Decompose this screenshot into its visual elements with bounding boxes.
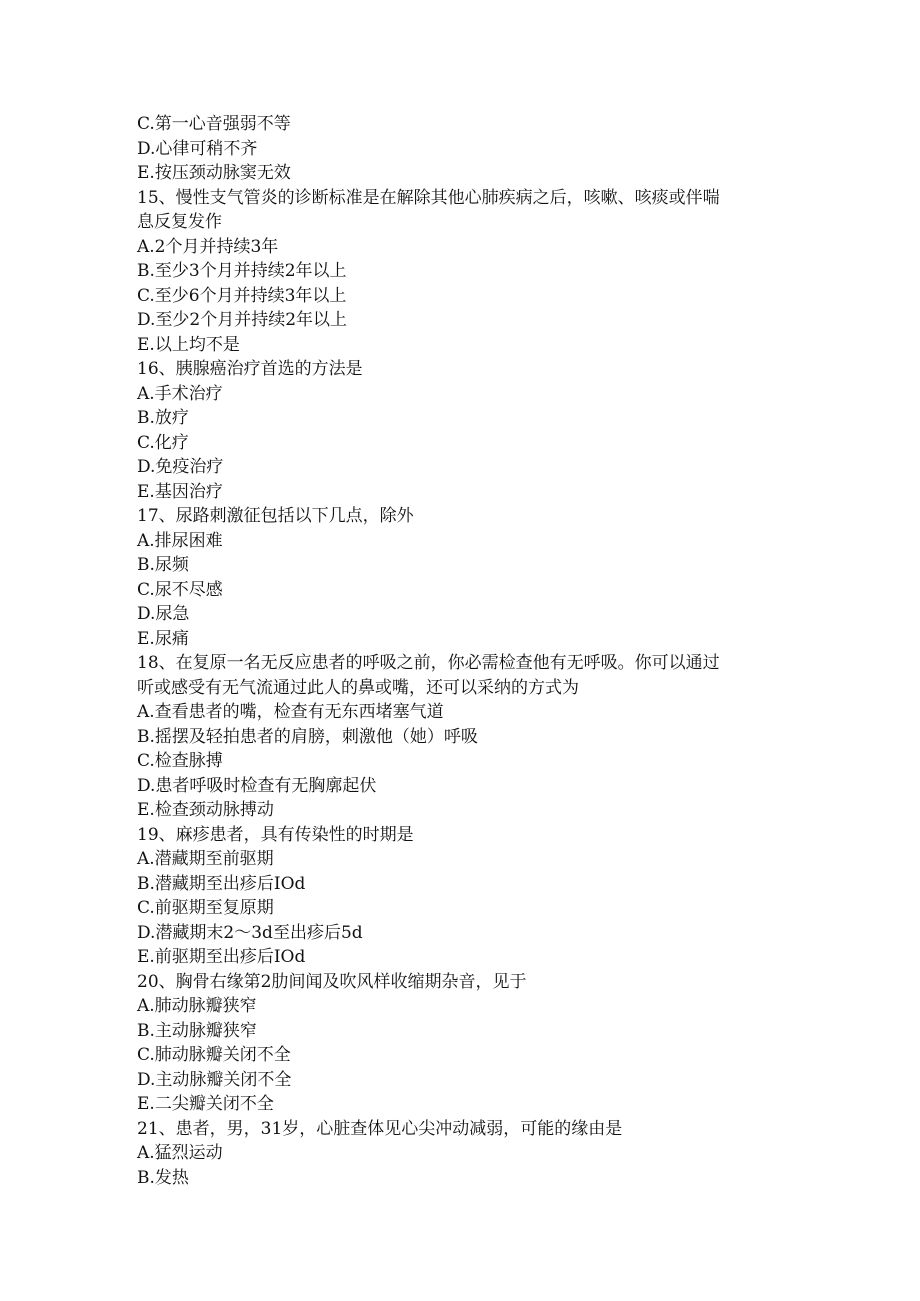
option-line: E.按压颈动脉窦无效 <box>137 163 291 183</box>
option-line: E.以上均不是 <box>137 334 240 355</box>
option-line: E.基因治疗 <box>137 481 223 502</box>
option-line: B.放疗 <box>137 408 189 428</box>
option-line: C.化疗 <box>137 432 189 453</box>
question-continuation-line: 息反复发作 <box>137 212 222 232</box>
option-line: A.潜藏期至前驱期 <box>137 849 274 869</box>
option-line: C.至少6个月并持续3年以上 <box>137 285 347 306</box>
option-line: E.尿痛 <box>137 628 189 649</box>
option-line: D.尿急 <box>137 604 190 624</box>
option-line: D.至少2个月并持续2年以上 <box>137 310 348 330</box>
option-line: B.发热 <box>137 1167 189 1188</box>
question-line: 15、慢性支气管炎的诊断标准是在解除其他心肺疾病之后，咳嗽、咳痰或伴喘 <box>137 187 720 208</box>
option-line: A.查看患者的嘴，检查有无东西堵塞气道 <box>137 702 444 722</box>
question-line: 21、患者，男，31岁，心脏查体见心尖冲动减弱，可能的缘由是 <box>137 1118 623 1139</box>
question-continuation-line: 听或感受有无气流通过此人的鼻或嘴，还可以采纳的方式为 <box>137 677 579 698</box>
option-line: A.手术治疗 <box>137 383 223 404</box>
option-line: C.检查脉搏 <box>137 751 223 771</box>
option-line: D.主动脉瓣关闭不全 <box>137 1069 292 1090</box>
option-line: B.尿频 <box>137 555 189 575</box>
option-line: D.免疫治疗 <box>137 457 224 477</box>
option-line: A.2个月并持续3年 <box>137 236 279 257</box>
option-line: B.主动脉瓣狭窄 <box>137 1020 257 1041</box>
option-line: A.猛烈运动 <box>137 1143 223 1163</box>
question-line: 16、胰腺癌治疗首选的方法是 <box>137 359 363 379</box>
option-line: B.潜藏期至出疹后IOd <box>137 873 306 894</box>
question-line: 18、在复原一名无反应患者的呼吸之前，你必需检查他有无呼吸。你可以通过 <box>137 653 720 673</box>
option-line: C.肺动脉瓣关闭不全 <box>137 1045 291 1065</box>
option-line: A.排尿困难 <box>137 530 223 551</box>
question-line: 17、尿路刺激征包括以下几点，除外 <box>137 506 414 526</box>
option-line: E.检查颈动脉搏动 <box>137 800 274 820</box>
option-line: D.潜藏期末2～3d至出疹后5d <box>137 922 363 943</box>
option-line: E.前驱期至出疹后IOd <box>137 947 306 967</box>
option-line: E.二尖瓣关闭不全 <box>137 1094 274 1114</box>
option-line: C.第一心音强弱不等 <box>137 114 291 134</box>
question-line: 19、麻疹患者，具有传染性的时期是 <box>137 824 414 845</box>
option-line: D.心律可稍不齐 <box>137 138 258 159</box>
question-line: 20、胸骨右缘第2肋间闻及吹风样收缩期杂音，见于 <box>137 971 527 992</box>
document-body <box>137 112 777 1190</box>
option-line: D.患者呼吸时检查有无胸廓起伏 <box>137 775 377 796</box>
option-line: C.前驱期至复原期 <box>137 898 274 918</box>
option-line: B.至少3个月并持续2年以上 <box>137 261 347 281</box>
option-line: B.摇摆及轻拍患者的肩膀，刺激他（她）呼吸 <box>137 726 478 747</box>
option-line: A.肺动脉瓣狭窄 <box>137 996 257 1016</box>
option-line: C.尿不尽感 <box>137 579 223 600</box>
